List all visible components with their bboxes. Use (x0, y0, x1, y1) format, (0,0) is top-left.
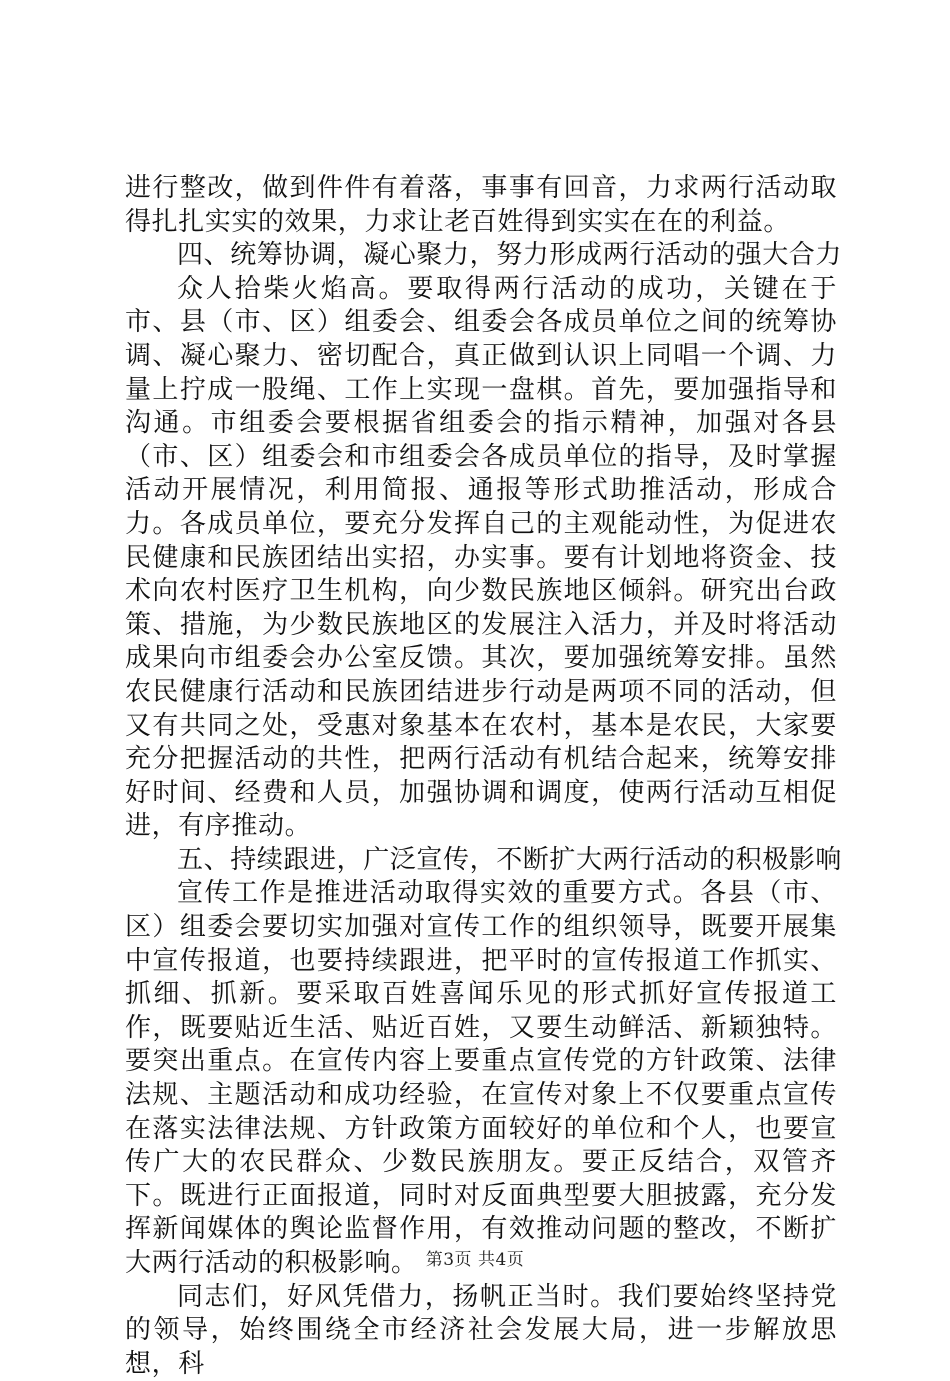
paragraph-closing: 同志们，好风凭借力，扬帆正当时。我们要始终坚持党的领导，始终围绕全市经济社会发展大局，进一步解放思想，科 (125, 1281, 837, 1379)
paragraph-continuation: 进行整改，做到件件有着落，事事有回音，力求两行活动取得扎扎实实的效果，力求让老百姓得到实实在在的利益。 (125, 173, 837, 237)
section-heading-four: 四、统筹协调，凝心聚力，努力形成两行活动的强大合力 (177, 240, 843, 271)
paragraph-publicity: 宣传工作是推进活动取得实效的重要方式。各县（市、区）组委会要切实加强对宣传工作的组织领导，既要开展集中宣传报道，也要持续跟进，把平时的宣传报道工作抓实、抓细、抓新。要采取百姓喜闻乐见的形式抓好宣传报道工作，既要贴近生活、贴近百姓，又要生动鲜活、新颖独特。要突出重点。在宣传内容上要重点宣传党的方针政策、法律法规、主题活动和成功经验，在宣传对象上不仅要重点宣传在落实法律法规、方针政策方面较好的单位和个人，也要宣传广大的农民群众、少数民族朋友。要正反结合，双管齐下。既进行正面报道，同时对反面典型要大胆披露，充分发挥新闻媒体的舆论监督作用，有效推动问题的整改，不断扩大两行活动的积极影响。 (125, 878, 837, 1278)
document-body (125, 172, 843, 1381)
section-heading-five: 五、持续跟进，广泛宣传，不断扩大两行活动的积极影响 (177, 844, 843, 875)
page-number-footer: 第3页 共4页 (425, 1250, 525, 1270)
paragraph-coordination: 众人拾柴火焰高。要取得两行活动的成功，关键在于市、县（市、区）组委会、组委会各成员单位之间的统筹协调、凝心聚力、密切配合，真正做到认识上同唱一个调、力量上拧成一股绳、工作上实现一盘棋。首先，要加强指导和沟通。市组委会要根据省组委会的指示精神，加强对各县（市、区）组委会和市组委会各成员单位的指导，及时掌握活动开展情况，利用简报、通报等形式助推活动，形成合力。各成员单位，要充分发挥自己的主观能动性，为促进农民健康和民族团结出实招，办实事。要有计划地将资金、技术向农村医疗卫生机构，向少数民族地区倾斜。研究出台政策、措施，为少数民族地区的发展注入活力，并及时将活动成果向市组委会办公室反馈。其次，要加强统筹安排。虽然农民健康行活动和民族团结进步行动是两项不同的活动，但又有共同之处，受惠对象基本在农村，基本是农民，大家要充分把握活动的共性，把两行活动有机结合起来，统筹安排好时间、经费和人员，加强协调和调度，使两行活动互相促进，有序推动。 (125, 273, 837, 842)
